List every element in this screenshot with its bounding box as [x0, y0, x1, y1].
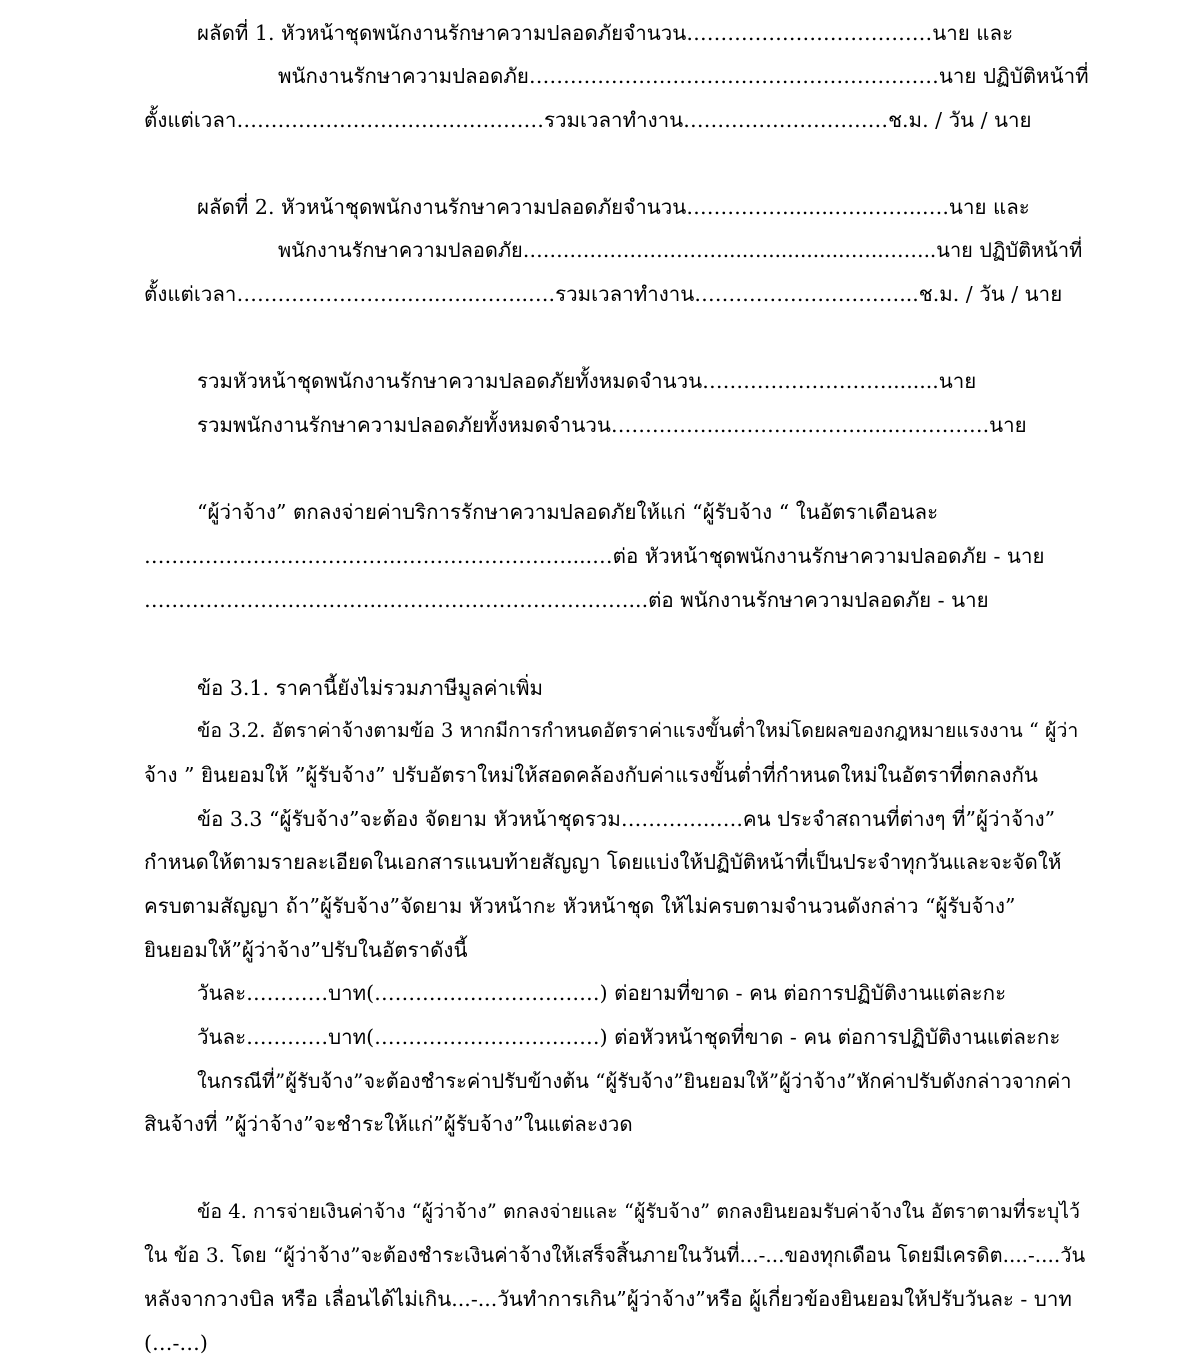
- shift2-line1: ผลัดที่ 2. หัวหน้าชุดพนักงานรักษาความปลอดภัยจำนวน…………….......…..……..….นาย และ: [197, 195, 1030, 219]
- shift1-line3: ตั้งแต่เวลา………………………………………รวมเวลาทำงาน…………………………ช.ม. / วัน / นาย: [144, 108, 1032, 132]
- total-heads: รวมหัวหน้าชุดพนักงานรักษาความปลอดภัยทั้งหมดจำนวน………………………........นาย: [197, 369, 977, 393]
- clause-3-2-line1: ข้อ 3.2. อัตราค่าจ้างตามข้อ 3 หากมีการกำหนดอัตราค่าแรงขั้นต่ำใหม่โดยผลของกฎหมายแรงงาน “ ผู้ว่า: [197, 719, 1079, 742]
- clause-4-line2: ใน ข้อ 3. โดย “ผู้ว่าจ้าง”จะต้องชำระเงินค่าจ้างให้เสร็จสิ้นภายในวันที่...-...ของทุกเดือน โดยมีเครดิต....-....วัน: [144, 1243, 1086, 1267]
- clause-3-3-line4: ยินยอมให้”ผู้ว่าจ้าง”ปรับในอัตราดังนี้: [144, 938, 468, 962]
- total-guards: รวมพนักงานรักษาความปลอดภัยทั้งหมดจำนวน……………...………..……........………….นาย: [197, 413, 1027, 437]
- clause-3-3-line2: กำหนดให้ตามรายละเอียดในเอกสารแนบท้ายสัญญา โดยแบ่งให้ปฏิบัติหน้าที่เป็นประจำทุกวันและจะจัดให้: [144, 850, 1062, 874]
- fine-deduction-line2: สินจ้างที่ ”ผู้ว่าจ้าง”จะชำระให้แก่”ผู้รับจ้าง”ในแต่ละงวด: [144, 1112, 633, 1136]
- clause-4-line3: หลังจากวางบิล หรือ เลื่อนได้ไม่เกิน...-...วันทำการเกิน”ผู้ว่าจ้าง”หรือ ผู้เกี่ยวข้องยินยอมให้ปรับวันละ - บาท: [144, 1287, 1072, 1311]
- payment-rate-line3: ……………………………..………………………………...ต่อ พนักงานรักษาความปลอดภัย - นาย: [144, 588, 989, 612]
- clause-3-1: ข้อ 3.1. ราคานี้ยังไม่รวมภาษีมูลค่าเพิ่ม: [197, 676, 543, 700]
- clause-3-2-line2: จ้าง ” ยินยอมให้ ”ผู้รับจ้าง” ปรับอัตราใหม่ให้สอดคล้องกับค่าแรงขั้นต่ำที่กำหนดใหม่ในอัตราที่ตกลงกัน: [144, 763, 1038, 787]
- shift2-line3: ตั้งแต่เวลา…………………….…..…..……..….รวมเวลาทำงาน…………………………...ช.ม. / วัน / นาย: [144, 282, 1063, 306]
- shift2-line2: พนักงานรักษาความปลอดภัย…………………………....….............…..……..นาย ปฏิบัติหน้าที่: [278, 238, 1083, 262]
- clause-4-line1: ข้อ 4. การจ่ายเงินค่าจ้าง “ผู้ว่าจ้าง” ตกลงจ่ายและ “ผู้รับจ้าง” ตกลงยินยอมรับค่าจ้างใน อัตราตามที่ระบุไว้: [197, 1200, 1080, 1223]
- fine-guard-line: วันละ…………บาท(……………………………) ต่อยามที่ขาด - คน ต่อการปฏิบัติงานแต่ละกะ: [197, 981, 1007, 1005]
- payment-rate-line2: ……..………………….……..……………………....…ต่อ หัวหน้าชุดพนักงานรักษาความปลอดภัย - นาย: [144, 544, 1045, 568]
- clause-4-line4: (…-…): [144, 1331, 208, 1355]
- payment-rate-line1: “ผู้ว่าจ้าง” ตกลงจ่ายค่าบริการรักษาความปลอดภัยให้แก่ “ผู้รับจ้าง “ ในอัตราเดือนละ: [197, 500, 939, 524]
- clause-3-3-line3: ครบตามสัญญา ถ้า”ผู้รับจ้าง”จัดยาม หัวหน้ากะ หัวหน้าชุด ให้ไม่ครบตามจำนวนดังกล่าว “ผู้รับจ้าง”: [144, 894, 1016, 918]
- fine-deduction-line1: ในกรณีที่”ผู้รับจ้าง”จะต้องชำระค่าปรับข้างต้น “ผู้รับจ้าง”ยินยอมให้”ผู้ว่าจ้าง”หักค่าปรับดังกล่าวจากค่า: [197, 1069, 1072, 1093]
- clause-3-3-line1: ข้อ 3.3 “ผู้รับจ้าง”จะต้อง จัดยาม หัวหน้าชุดรวม…………..….คน ประจำสถานที่ต่างๆ ที่”ผู้ว่าจ้าง”: [197, 807, 1056, 831]
- shift1-line1: ผลัดที่ 1. หัวหน้าชุดพนักงานรักษาความปลอดภัยจำนวน………………………………นาย และ: [197, 21, 1014, 45]
- fine-head-line: วันละ…………บาท(……………………………) ต่อหัวหน้าชุดที่ขาด - คน ต่อการปฏิบัติงานแต่ละกะ: [197, 1025, 1061, 1049]
- shift1-line2: พนักงานรักษาความปลอดภัย……………………………………………………นาย ปฏิบัติหน้าที่: [278, 64, 1089, 88]
